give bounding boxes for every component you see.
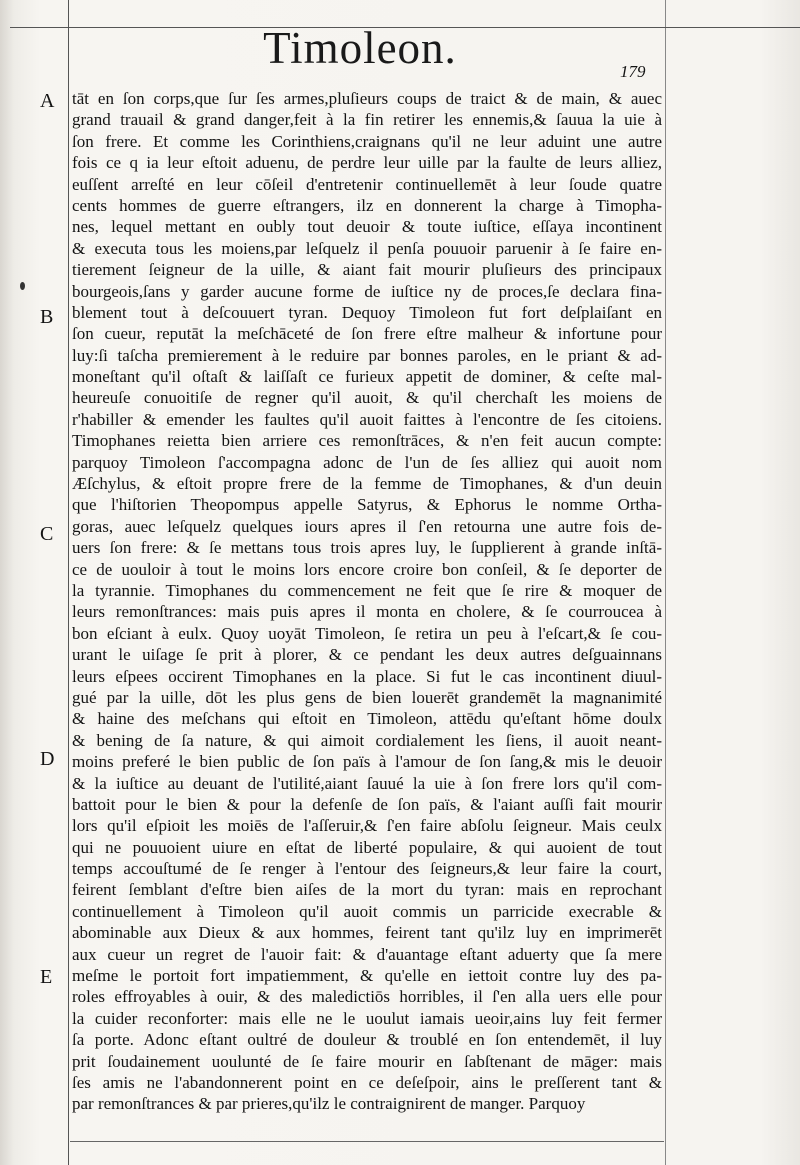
- text-line: par remonſtrances & par prieres,qu'ilz le contraignirent de manger. Parquoy: [72, 1094, 586, 1114]
- text-line: Æſchylus, & eſtoit propre frere de la femme de Timophanes, & d'un deuin: [72, 474, 662, 494]
- text-line: uers ſon frere: & ſe mettans tous trois apres luy, le ſupplierent à grande inſtā-: [72, 538, 662, 558]
- bottom-rule: [70, 1141, 664, 1142]
- text-line: & bening de ſa nature, & qui aimoit cordialement les ſiens, il auoit neant-: [72, 730, 662, 750]
- text-line: euſſent arreſté en leur cōſeil d'entretenir continuellemēt à leur ſoude quatre: [72, 174, 662, 194]
- text-line: blement tout à deſcouuert tyran. Dequoy Timoleon fut fort deſplaiſant en: [72, 302, 662, 322]
- page-title: Timoleon.: [263, 23, 457, 73]
- page-number: 179: [620, 62, 646, 81]
- text-line: ſon frere. Et comme les Corinthiens,craignans qu'il ne leur aduint une autre: [72, 131, 662, 151]
- text-line: & la iuſtice au deuant de l'utilité,aiant ſauué la uie à ſon frere lors qu'il com-: [72, 773, 662, 793]
- text-line: cents hommes de guerre eſtrangers, ilz en donnerent la charge à Timopha-: [72, 195, 662, 215]
- margin-letter-b: B: [40, 306, 54, 328]
- text-line: la cuider reconforter: mais elle ne le uoulut iamais ueoir,ains luy feit fermer: [72, 1008, 662, 1028]
- text-line: & executa tous les moiens,par leſquelz il penſa pouuoir paruenir à ſe faire en-: [72, 238, 662, 258]
- text-line: abominable aux Dieux & aux hommes, feirent tant qu'ilz luy en imprimerēt: [72, 923, 662, 943]
- text-line: gué par la uille, dōt les plus gens de bien louerēt grandemēt la magnanimité: [72, 687, 662, 707]
- text-line: que l'hiſtorien Theopompus appelle Satyrus, & Ephorus le nomme Ortha-: [72, 495, 662, 515]
- text-line: heureuſe conuoitiſe de regner qu'il auoit, & qu'il cherchaſt les moiens de: [72, 388, 662, 408]
- margin-letter-c: C: [40, 523, 54, 545]
- text-line: parquoy Timoleon ſ'accompagna adonc de l'un de ſes alliez qui auoit nom: [72, 452, 662, 472]
- margin-letter-a: A: [40, 90, 55, 112]
- text-line: & haine des meſchans qui eſtoit en Timoleon, attēdu qu'eſtant hōme doulx: [72, 709, 662, 729]
- text-line: lors qu'il eſpioit les moiēs de l'aſſeruir,& ſ'en faire abſolu ſeigneur. Mais ceulx: [72, 816, 662, 836]
- text-line: urant le uiſage ſe prit à plorer, & ce pendant les deux autres deſguainnans: [72, 645, 662, 665]
- text-line: moins preferé le bien public de ſon païs à l'amour de ſon ſang,& mis le deuoir: [72, 752, 662, 772]
- text-line: la tyrannie. Timophanes du commencement ne feit que ſe rire & moquer de: [72, 580, 662, 600]
- body-text: [72, 88, 662, 1115]
- text-line: roles effroyables à ouir, & des maledictiōs horribles, il ſ'en alla uers elle pour: [72, 987, 662, 1007]
- left-margin-rule: [68, 0, 69, 1165]
- text-line: bourgeois,ſans y garder aucune forme de iuſtice ny de proces,ſe declara fina-: [72, 281, 662, 301]
- text-line: aux cueur un regret de l'auoir fait: & d'auantage eſtant aduerty que ſa mere: [72, 944, 662, 964]
- text-line: ſon cueur, reputāt la meſchāceté de ſon frere eſtre malheur & infortune pour: [72, 324, 662, 344]
- text-line: temps accouſtumé de ſe renger à l'entour des ſeigneurs,& leur faire la court,: [72, 859, 662, 879]
- text-line: ſes amis ne l'abandonnerent point en ce deſeſpoir, ains le preſſerent tant &: [72, 1072, 662, 1092]
- text-line: tāt en ſon corps,que ſur ſes armes,pluſieurs coups de traict & de main, & auec: [72, 89, 662, 108]
- text-line: tierement ſeigneur de la uille, & aiant fait mourir pluſieurs des principaux: [72, 260, 662, 280]
- text-line: nes, lequel mettant en oubly tout deuoir & toute iuſtice, eſſaya incontinent: [72, 217, 662, 237]
- text-line: leurs eſpees occirent Timophanes en la place. Si fut le cas incontinent diuul-: [72, 666, 662, 686]
- right-margin-rule: [665, 0, 666, 1165]
- text-line: ſa porte. Adonc eſtant oultré de douleur & troublé en ſon entendemēt, il luy: [72, 1030, 662, 1050]
- text-line: bon eſciant à eulx. Quoy uoyāt Timoleon, ſe retira un peu à l'eſcart,& ſe cou-: [72, 623, 662, 643]
- text-line: moneſtant qu'il oſtaſt & laiſſaſt ce furieux appetit de dominer, & ceſte mal-: [72, 367, 662, 387]
- text-line: meſme le portoit fort impatiemment, & qu'elle en iettoit contre luy des pa-: [72, 966, 662, 986]
- margin-letter-d: D: [40, 748, 55, 770]
- text-line: ce de uouloir à tout le moins lors encore croire bon conſeil, & ſe deporter de: [72, 559, 662, 579]
- text-line: luy:ſi taſcha premierement à le reduire par bonnes paroles, en le priant & ad-: [72, 345, 662, 365]
- text-line: qui ne pouuoient uiure en eſtat de liberté populaire, & qui auoient de tout: [72, 837, 662, 857]
- text-line: Timophanes reietta bien arriere ces remonſtrāces, & n'en feit aucun compte:: [72, 431, 662, 451]
- text-line: leurs remonſtrances: mais puis apres il monta en cholere, & ſe courroucea à: [72, 602, 662, 622]
- margin-letter-e: E: [40, 966, 53, 988]
- text-line: r'habiller & emender les faultes qu'il auoit faittes à l'encontre de ſes citoiens.: [72, 409, 662, 429]
- ink-spot: [20, 282, 25, 290]
- text-line: battoit pour le bien & pour la defenſe de ſon païs, & l'aiant auſſi fait mourir: [72, 794, 662, 814]
- text-line: prit ſoudainement uoulunté de ſe faire mourir en ſabſtenant de māger: mais: [72, 1051, 662, 1071]
- text-line: continuellement à Timoleon qu'il auoit commis un parricide execrable &: [72, 901, 662, 921]
- text-line: fois ce q ia leur eſtoit aduenu, de perdre leur uille par la faulte de leurs alliez,: [72, 153, 662, 173]
- text-line: feirent ſemblant d'eſtre bien aiſes de la mort du tyran: mais en reprochant: [72, 880, 662, 900]
- text-line: grand trauail & grand danger,feit à la fin retirer les ennemis,& ſauua la uie à: [72, 110, 662, 130]
- text-line: goras, auec leſquelz quelques iours apres il ſ'en retourna une autre fois de-: [72, 516, 662, 536]
